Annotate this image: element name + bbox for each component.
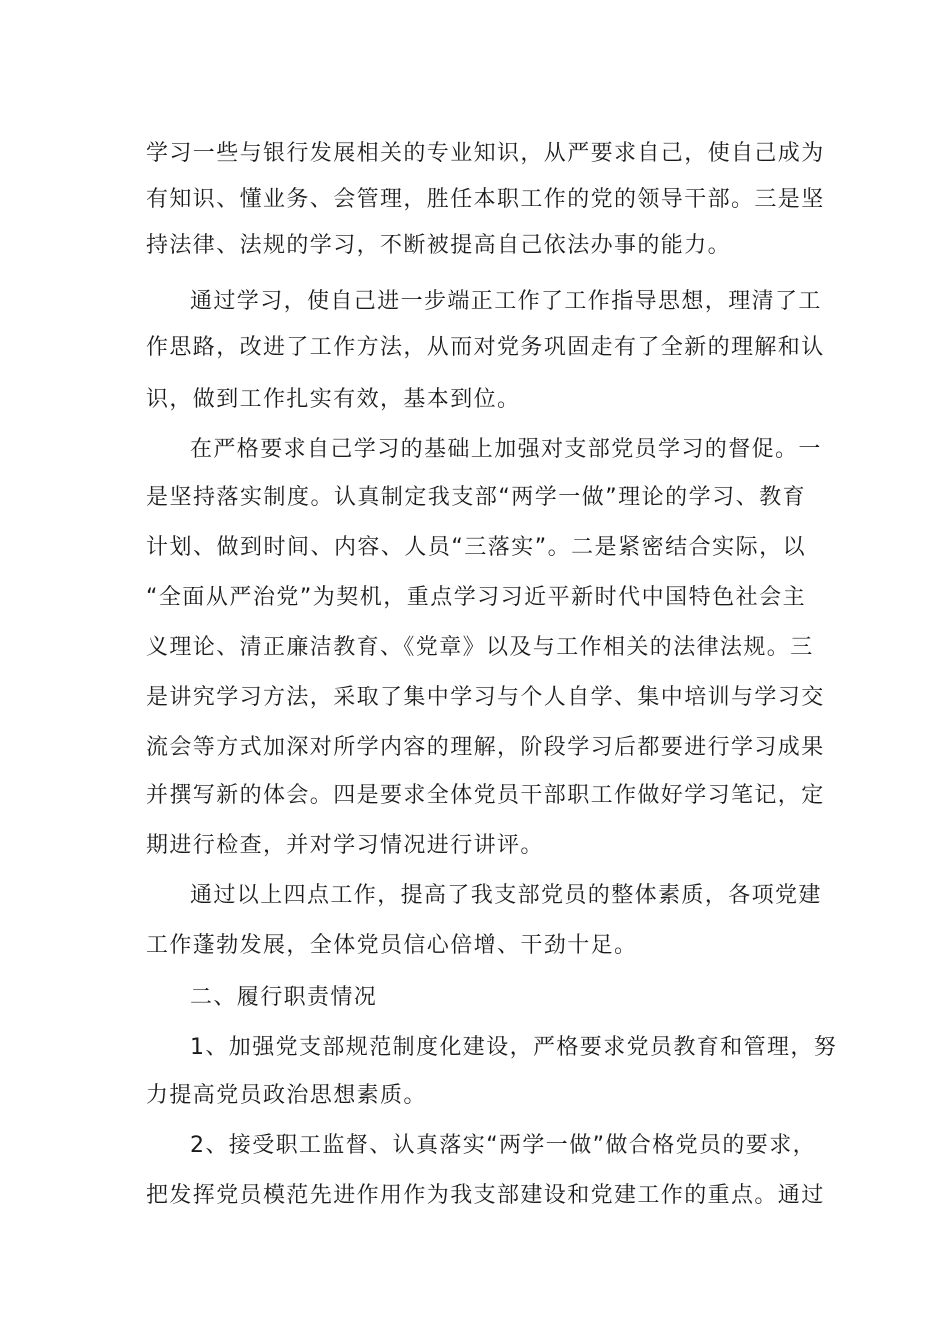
text-line: 流会等方式加深对所学内容的理解，阶段学习后都要进行学习成果 <box>146 735 825 760</box>
text-line: 工作蓬勃发展，全体党员信心倍增、干劲十足。 <box>146 933 638 958</box>
text-line: 持法律、法规的学习，不断被提高自己依法办事的能力。 <box>146 233 732 258</box>
text-line: 是坚持落实制度。认真制定我支部“两学一做”理论的学习、教育 <box>146 485 806 510</box>
text-line: 期进行检查，并对学习情况进行讲评。 <box>146 833 544 858</box>
text-line: 2、接受职工监督、认真落实“两学一做”做合格党员的要求， <box>190 1133 816 1158</box>
text-line: “全面从严治党”为契机，重点学习习近平新时代中国特色社会主 <box>146 585 806 610</box>
text-line: 把发挥党员模范先进作用作为我支部建设和党建工作的重点。通过 <box>146 1183 825 1208</box>
section-heading: 二、履行职责情况 <box>190 985 378 1010</box>
text-line: 在严格要求自己学习的基础上加强对支部党员学习的督促。一 <box>190 437 822 462</box>
text-line: 识，做到工作扎实有效，基本到位。 <box>146 387 521 412</box>
text-line: 通过以上四点工作，提高了我支部党员的整体素质，各项党建 <box>190 883 822 908</box>
text-line: 通过学习，使自己进一步端正工作了工作指导思想，理清了工 <box>190 289 822 314</box>
text-line: 有知识、懂业务、会管理，胜任本职工作的党的领导干部。三是坚 <box>146 187 825 212</box>
text-line: 义理论、清正廉洁教育、《党章》以及与工作相关的法律法规。三 <box>146 635 814 660</box>
text-line: 1、加强党支部规范制度化建设，严格要求党员教育和管理，努 <box>190 1035 838 1060</box>
text-line: 作思路，改进了工作方法，从而对党务巩固走有了全新的理解和认 <box>146 335 825 360</box>
text-line: 并撰写新的体会。四是要求全体党员干部职工作做好学习笔记，定 <box>146 783 825 808</box>
text-line: 计划、做到时间、内容、人员“三落实”。二是紧密结合实际，以 <box>146 535 806 560</box>
text-line: 学习一些与银行发展相关的专业知识，从严要求自己，使自己成为 <box>146 141 825 166</box>
text-line: 是讲究学习方法，采取了集中学习与个人自学、集中培训与学习交 <box>146 685 825 710</box>
text-line: 力提高党员政治思想素质。 <box>146 1083 427 1108</box>
